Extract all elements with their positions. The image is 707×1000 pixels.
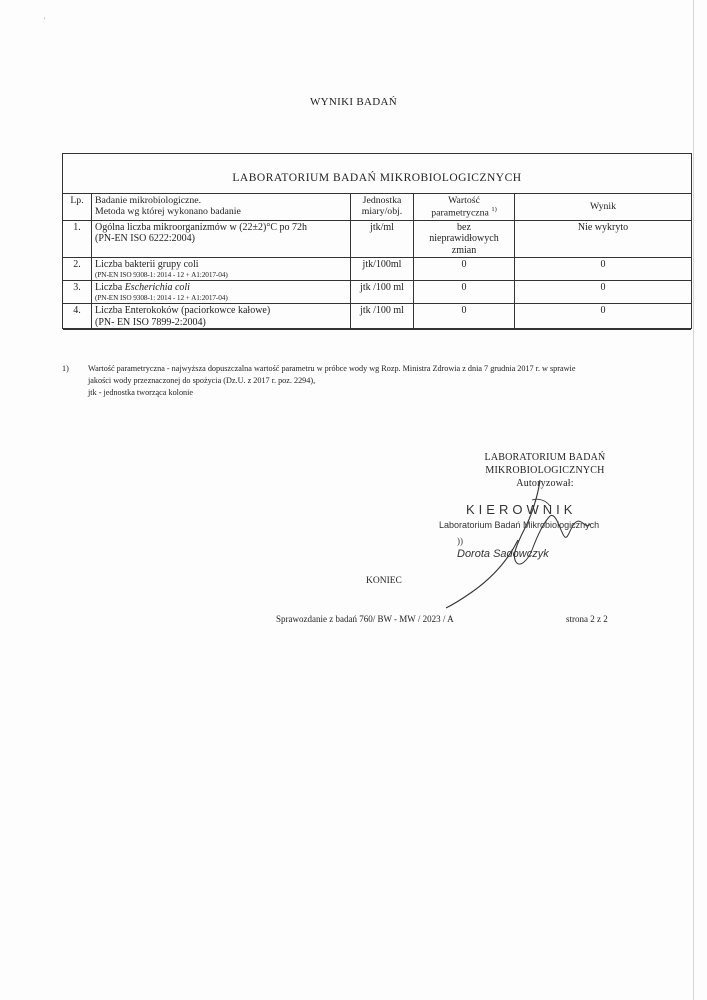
page-number: strona 2 z 2 xyxy=(566,614,608,624)
stamp-lab-name: Laboratorium Badań Mikrobiologicznych xyxy=(439,520,600,530)
row-test xyxy=(92,220,351,258)
stamp-title: KIEROWNIK xyxy=(466,502,577,517)
row-unit: jtk /100 ml xyxy=(351,281,414,304)
header-param-line1: Wartość xyxy=(448,195,480,206)
table-row xyxy=(63,220,691,258)
handwritten-signature xyxy=(420,470,620,610)
header-param-line2 xyxy=(417,206,511,219)
header-param-text: parametryczna xyxy=(431,207,489,219)
auth-line3: Autoryzował: xyxy=(516,478,574,489)
footnote-number: 1) xyxy=(62,364,69,373)
row-unit: jtk/ml xyxy=(351,220,414,258)
results-box xyxy=(62,153,692,329)
row-result: 0 xyxy=(515,304,692,330)
footnote-body xyxy=(88,363,690,399)
header-result: Wynik xyxy=(515,194,692,221)
row-test-name-prefix: Liczba xyxy=(95,282,123,294)
document-title: WYNIKI BADAŃ xyxy=(309,96,397,108)
stamp-person-name: Dorota Sadowczyk xyxy=(457,548,549,560)
row-test-name xyxy=(95,282,347,294)
stamp-prefix: )) xyxy=(457,536,463,546)
table-row xyxy=(63,304,691,330)
row-lp: 4. xyxy=(63,304,92,330)
row-param-line2: nieprawidłowych xyxy=(429,233,499,245)
row-test xyxy=(92,281,351,304)
row-lp: 3. xyxy=(63,281,92,304)
table-header-row xyxy=(63,194,691,221)
row-test-method: (PN-EN ISO 6222:2004) xyxy=(95,233,195,245)
header-test-line1: Badanie mikrobiologiczne. xyxy=(95,195,202,206)
row-param xyxy=(414,220,515,258)
lab-header: LABORATORIUM BADAŃ MIKROBIOLOGICZNYCH xyxy=(232,172,522,184)
header-param xyxy=(414,194,515,221)
row-param-line1: bez xyxy=(457,221,471,233)
row-test xyxy=(92,258,351,281)
row-unit: jtk/100ml xyxy=(351,258,414,281)
row-test-name: Ogólna liczba mikroorganizmów w (22±2)°C po 72h xyxy=(95,221,308,233)
header-lp: Lp. xyxy=(63,194,92,221)
footnote-line3: jtk - jednostka tworząca kolonie xyxy=(88,387,194,397)
results-table xyxy=(63,193,691,330)
scan-speck: ' xyxy=(44,16,46,25)
end-marker: KONIEC xyxy=(366,576,402,586)
row-lp: 1. xyxy=(63,220,92,258)
header-test xyxy=(92,194,351,221)
auth-line2: MIKROBIOLOGICZNYCH xyxy=(485,465,605,476)
row-test-method: (PN- EN ISO 7899-2:2004) xyxy=(95,316,206,328)
row-test-name-species: Escherichia coli xyxy=(124,282,190,294)
row-test-name: Liczba Enterokoków (paciorkowce kałowe) xyxy=(95,305,271,317)
header-unit-line2: miary/obj. xyxy=(361,206,403,218)
table-row xyxy=(63,258,691,281)
report-reference: Sprawozdanie z badań 760/ BW - MW / 2023 / A xyxy=(276,614,454,624)
auth-line1: LABORATORIUM BADAŃ xyxy=(484,452,606,463)
row-param: 0 xyxy=(414,258,515,281)
header-unit-line1: Jednostka xyxy=(362,195,402,206)
row-result: 0 xyxy=(515,258,692,281)
row-test-method: (PN-EN ISO 9308-1: 2014 - 12 + A1:2017-04) xyxy=(95,269,228,279)
header-param-sup: 1) xyxy=(491,206,497,214)
row-test-method: (PN-EN ISO 9308-1: 2014 - 12 + A1:2017-04) xyxy=(95,292,228,302)
row-unit: jtk /100 ml xyxy=(351,304,414,330)
row-lp: 2. xyxy=(63,258,92,281)
row-result: 0 xyxy=(515,281,692,304)
footnote-line1: Wartość parametryczna - najwyższa dopuszczalna wartość parametru w próbce wody wg Rozp. Ministra Zdrowia z dnia 7 grudnia 2017 r. w sprawie xyxy=(88,364,576,373)
table-row xyxy=(63,281,691,304)
row-test-name: Liczba bakterii grupy coli xyxy=(95,259,199,271)
row-param: 0 xyxy=(414,281,515,304)
row-param-line3: zmian xyxy=(451,244,477,256)
row-param: 0 xyxy=(414,304,515,330)
scan-edge-line xyxy=(693,0,694,1000)
header-unit xyxy=(351,194,414,221)
header-test-line2: Metoda wg której wykonano badanie xyxy=(95,206,241,218)
row-result: Nie wykryto xyxy=(515,220,692,258)
row-test xyxy=(92,304,351,330)
footnote-line2: jakości wody przeznaczonej do spożycia (Dz.U. z 2017 r. poz. 2294), xyxy=(88,375,316,385)
